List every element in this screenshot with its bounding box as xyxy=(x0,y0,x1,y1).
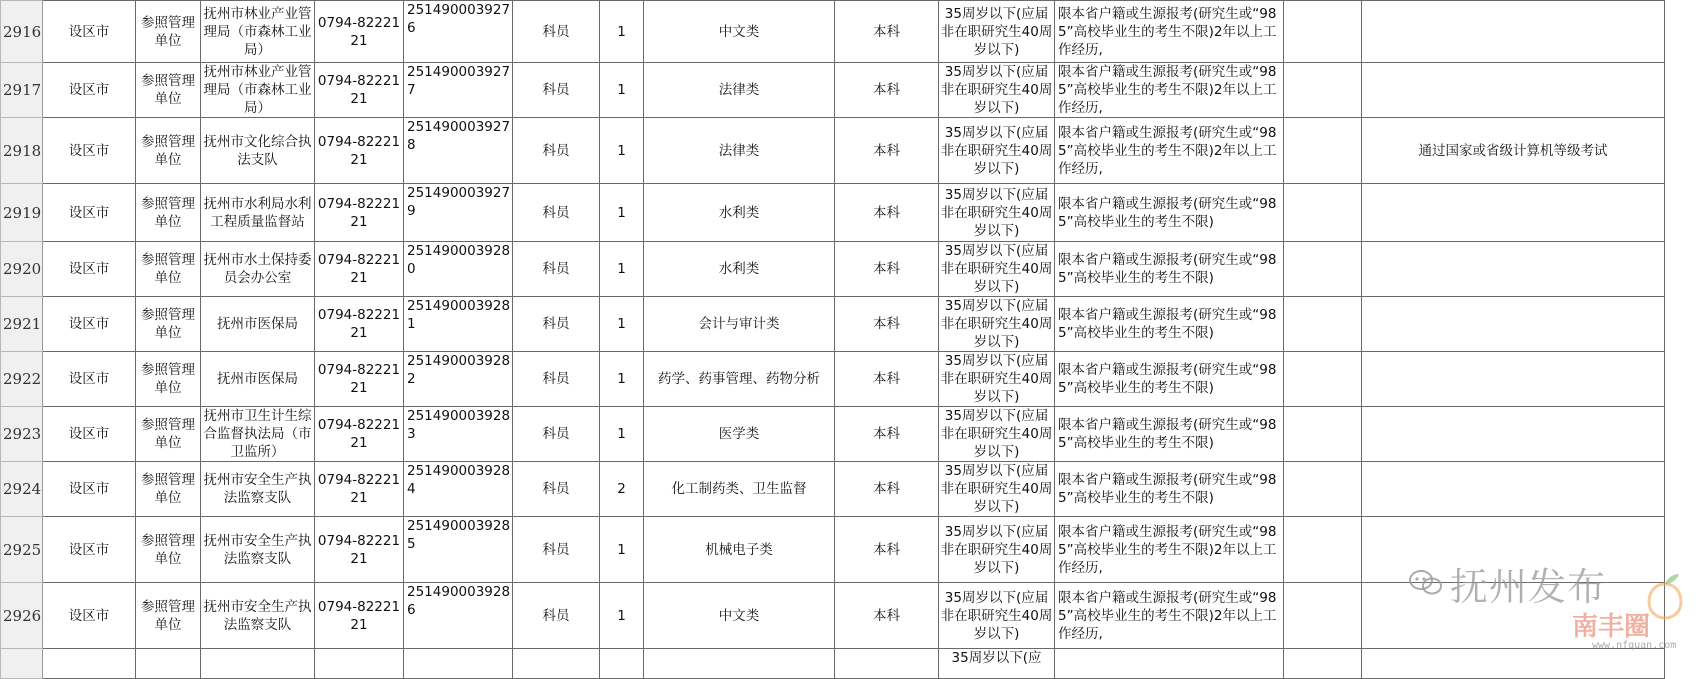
cell-age[interactable]: 35周岁以下(应届非在职研究生40周岁以下) xyxy=(939,352,1055,407)
cell-phone[interactable]: 0794-8222121 xyxy=(315,63,404,118)
cell-row-no[interactable]: 2917 xyxy=(1,63,43,118)
cell-level[interactable]: 设区市 xyxy=(43,242,136,297)
cell-remark[interactable] xyxy=(1362,407,1665,462)
cell-position[interactable] xyxy=(513,649,600,679)
cell-position-code[interactable]: 2514900039282 xyxy=(404,352,513,407)
watermark-url: www.nfquan.com xyxy=(1592,640,1677,651)
cell-education[interactable]: 本科 xyxy=(835,583,939,649)
cell-other[interactable]: 限本省户籍或生源报考(研究生或“985”高校毕业生的考生不限)2年以上工作经历, xyxy=(1055,1,1284,63)
cell-position[interactable]: 科员 xyxy=(513,242,600,297)
cell-remark[interactable] xyxy=(1362,63,1665,118)
cell-education[interactable]: 本科 xyxy=(835,242,939,297)
cell-other[interactable]: 限本省户籍或生源报考(研究生或“985”高校毕业生的考生不限) xyxy=(1055,297,1284,352)
cell-row-no[interactable]: 2916 xyxy=(1,1,43,63)
cell-level[interactable]: 设区市 xyxy=(43,297,136,352)
cell-department[interactable]: 抚州市安全生产执法监察支队 xyxy=(201,462,315,517)
cell-phone[interactable]: 0794-8222121 xyxy=(315,352,404,407)
cell-phone[interactable]: 0794-8222121 xyxy=(315,184,404,242)
cell-education[interactable]: 本科 xyxy=(835,184,939,242)
cell-row-no[interactable]: 2926 xyxy=(1,583,43,649)
cell-position[interactable]: 科员 xyxy=(513,407,600,462)
cell-position-code[interactable]: 2514900039286 xyxy=(404,583,513,649)
cell-level[interactable]: 设区市 xyxy=(43,63,136,118)
cell-blank[interactable] xyxy=(1284,352,1362,407)
cell-other[interactable]: 限本省户籍或生源报考(研究生或“985”高校毕业生的考生不限) xyxy=(1055,352,1284,407)
cell-position-code[interactable]: 2514900039285 xyxy=(404,517,513,583)
cell-department[interactable]: 抚州市医保局 xyxy=(201,297,315,352)
cell-unit-type[interactable]: 参照管理单位 xyxy=(136,517,201,583)
table-row xyxy=(1,297,1665,352)
table-row xyxy=(1,649,1665,679)
cell-level[interactable]: 设区市 xyxy=(43,118,136,184)
cell-headcount[interactable]: 1 xyxy=(600,63,644,118)
cell-phone[interactable]: 0794-8222121 xyxy=(315,1,404,63)
cell-major[interactable]: 药学、药事管理、药物分析 xyxy=(644,352,835,407)
cell-position-code[interactable]: 2514900039281 xyxy=(404,297,513,352)
cell-headcount[interactable]: 1 xyxy=(600,242,644,297)
cell-position[interactable]: 科员 xyxy=(513,63,600,118)
cell-major[interactable]: 机械电子类 xyxy=(644,517,835,583)
cell-remark[interactable] xyxy=(1362,583,1665,649)
cell-row-no[interactable]: 2925 xyxy=(1,517,43,583)
cell-remark[interactable] xyxy=(1362,184,1665,242)
cell-position[interactable]: 科员 xyxy=(513,517,600,583)
cell-unit-type[interactable]: 参照管理单位 xyxy=(136,1,201,63)
cell-other[interactable]: 限本省户籍或生源报考(研究生或“985”高校毕业生的考生不限) xyxy=(1055,407,1284,462)
cell-major[interactable]: 医学类 xyxy=(644,407,835,462)
cell-phone[interactable]: 0794-8222121 xyxy=(315,462,404,517)
cell-remark[interactable] xyxy=(1362,517,1665,583)
cell-other[interactable]: 限本省户籍或生源报考(研究生或“985”高校毕业生的考生不限)2年以上工作经历, xyxy=(1055,118,1284,184)
cell-education[interactable]: 本科 xyxy=(835,462,939,517)
cell-other[interactable]: 限本省户籍或生源报考(研究生或“985”高校毕业生的考生不限)2年以上工作经历, xyxy=(1055,517,1284,583)
table-row xyxy=(1,118,1665,184)
cell-headcount[interactable]: 1 xyxy=(600,583,644,649)
cell-department[interactable] xyxy=(201,649,315,679)
cell-blank[interactable] xyxy=(1284,583,1362,649)
cell-age[interactable]: 35周岁以下(应届非在职研究生40周岁以下) xyxy=(939,118,1055,184)
cell-row-no[interactable]: 2923 xyxy=(1,407,43,462)
cell-age[interactable]: 35周岁以下(应届非在职研究生40周岁以下) xyxy=(939,242,1055,297)
cell-position[interactable]: 科员 xyxy=(513,352,600,407)
cell-department[interactable]: 抚州市安全生产执法监察支队 xyxy=(201,583,315,649)
cell-unit-type[interactable]: 参照管理单位 xyxy=(136,184,201,242)
cell-education[interactable]: 本科 xyxy=(835,352,939,407)
watermark-sub: 南丰圈 xyxy=(1572,612,1651,642)
cell-blank[interactable] xyxy=(1284,462,1362,517)
cell-row-no[interactable]: 2921 xyxy=(1,297,43,352)
cell-age[interactable]: 35周岁以下(应届非在职研究生40周岁以下) xyxy=(939,517,1055,583)
cell-remark[interactable] xyxy=(1362,462,1665,517)
cell-headcount[interactable]: 1 xyxy=(600,184,644,242)
cell-unit-type[interactable]: 参照管理单位 xyxy=(136,118,201,184)
cell-major[interactable]: 法律类 xyxy=(644,118,835,184)
cell-major[interactable]: 水利类 xyxy=(644,184,835,242)
cell-education[interactable]: 本科 xyxy=(835,407,939,462)
table-row xyxy=(1,352,1665,407)
cell-position[interactable]: 科员 xyxy=(513,1,600,63)
cell-position[interactable]: 科员 xyxy=(513,462,600,517)
cell-education[interactable]: 本科 xyxy=(835,118,939,184)
watermark-main: 抚州发布 xyxy=(1450,565,1607,609)
table-row xyxy=(1,184,1665,242)
cell-level[interactable]: 设区市 xyxy=(43,583,136,649)
cell-blank[interactable] xyxy=(1284,517,1362,583)
cell-headcount[interactable]: 1 xyxy=(600,1,644,63)
cell-age[interactable]: 35周岁以下(应届非在职研究生40周岁以下) xyxy=(939,184,1055,242)
cell-major[interactable]: 化工制药类、卫生监督 xyxy=(644,462,835,517)
table-row xyxy=(1,1,1665,63)
cell-headcount[interactable]: 1 xyxy=(600,118,644,184)
cell-age[interactable]: 35周岁以下(应届非在职研究生40周岁以下) xyxy=(939,462,1055,517)
cell-level[interactable]: 设区市 xyxy=(43,462,136,517)
cell-other[interactable]: 限本省户籍或生源报考(研究生或“985”高校毕业生的考生不限) xyxy=(1055,462,1284,517)
cell-level[interactable]: 设区市 xyxy=(43,517,136,583)
cell-age[interactable]: 35周岁以下(应届非在职研究生40周岁以下) xyxy=(939,407,1055,462)
table-row xyxy=(1,63,1665,118)
cell-row-no[interactable]: 2924 xyxy=(1,462,43,517)
cell-level[interactable] xyxy=(43,649,136,679)
cell-education[interactable]: 本科 xyxy=(835,297,939,352)
cell-position-code[interactable]: 2514900039283 xyxy=(404,407,513,462)
cell-department[interactable]: 抚州市水利局水利工程质量监督站 xyxy=(201,184,315,242)
cell-blank[interactable] xyxy=(1284,407,1362,462)
cell-blank[interactable] xyxy=(1284,649,1362,679)
cell-department[interactable]: 抚州市林业产业管理局（市森林工业局） xyxy=(201,63,315,118)
cell-other[interactable]: 限本省户籍或生源报考(研究生或“985”高校毕业生的考生不限)2年以上工作经历, xyxy=(1055,583,1284,649)
cell-phone[interactable]: 0794-8222121 xyxy=(315,297,404,352)
cell-blank[interactable] xyxy=(1284,63,1362,118)
cell-headcount[interactable]: 1 xyxy=(600,517,644,583)
cell-education[interactable]: 本科 xyxy=(835,517,939,583)
cell-department[interactable]: 抚州市林业产业管理局（市森林工业局） xyxy=(201,1,315,63)
table-row xyxy=(1,583,1665,649)
cell-unit-type[interactable]: 参照管理单位 xyxy=(136,583,201,649)
cell-education[interactable] xyxy=(835,649,939,679)
cell-position-code[interactable]: 2514900039276 xyxy=(404,1,513,63)
table-row xyxy=(1,462,1665,517)
cell-unit-type[interactable]: 参照管理单位 xyxy=(136,352,201,407)
cell-position-code[interactable]: 2514900039284 xyxy=(404,462,513,517)
cell-unit-type[interactable]: 参照管理单位 xyxy=(136,297,201,352)
cell-major[interactable]: 法律类 xyxy=(644,63,835,118)
cell-level[interactable]: 设区市 xyxy=(43,1,136,63)
cell-major[interactable]: 水利类 xyxy=(644,242,835,297)
cell-blank[interactable] xyxy=(1284,184,1362,242)
cell-age[interactable]: 35周岁以下(应届非在职研究生40周岁以下) xyxy=(939,297,1055,352)
cell-remark[interactable] xyxy=(1362,297,1665,352)
cell-remark[interactable] xyxy=(1362,352,1665,407)
cell-other[interactable]: 限本省户籍或生源报考(研究生或“985”高校毕业生的考生不限) xyxy=(1055,184,1284,242)
cell-phone[interactable]: 0794-8222121 xyxy=(315,118,404,184)
cell-remark[interactable]: 通过国家或省级计算机等级考试 xyxy=(1362,118,1665,184)
cell-unit-type[interactable] xyxy=(136,649,201,679)
cell-level[interactable]: 设区市 xyxy=(43,407,136,462)
cell-headcount[interactable]: 1 xyxy=(600,352,644,407)
cell-row-no[interactable]: 2922 xyxy=(1,352,43,407)
cell-position[interactable]: 科员 xyxy=(513,118,600,184)
cell-row-no[interactable]: 2919 xyxy=(1,184,43,242)
cell-headcount[interactable] xyxy=(600,649,644,679)
cell-row-no[interactable] xyxy=(1,649,43,679)
cell-department[interactable]: 抚州市医保局 xyxy=(201,352,315,407)
cell-age[interactable]: 35周岁以下(应 xyxy=(939,649,1055,679)
cell-blank[interactable] xyxy=(1284,1,1362,63)
table-row xyxy=(1,242,1665,297)
cell-education[interactable]: 本科 xyxy=(835,63,939,118)
cell-unit-type[interactable]: 参照管理单位 xyxy=(136,242,201,297)
cell-unit-type[interactable]: 参照管理单位 xyxy=(136,407,201,462)
cell-major[interactable]: 中文类 xyxy=(644,1,835,63)
cell-department[interactable]: 抚州市水土保持委员会办公室 xyxy=(201,242,315,297)
cell-age[interactable]: 35周岁以下(应届非在职研究生40周岁以下) xyxy=(939,1,1055,63)
cell-position[interactable]: 科员 xyxy=(513,583,600,649)
cell-remark[interactable] xyxy=(1362,242,1665,297)
cell-phone[interactable]: 0794-8222121 xyxy=(315,583,404,649)
cell-level[interactable]: 设区市 xyxy=(43,352,136,407)
cell-phone[interactable]: 0794-8222121 xyxy=(315,517,404,583)
cell-blank[interactable] xyxy=(1284,297,1362,352)
cell-age[interactable]: 35周岁以下(应届非在职研究生40周岁以下) xyxy=(939,583,1055,649)
cell-other[interactable] xyxy=(1055,649,1284,679)
cell-unit-type[interactable]: 参照管理单位 xyxy=(136,63,201,118)
cell-major[interactable] xyxy=(644,649,835,679)
cell-headcount[interactable]: 1 xyxy=(600,407,644,462)
cell-position-code[interactable] xyxy=(404,649,513,679)
cell-major[interactable]: 中文类 xyxy=(644,583,835,649)
cell-department[interactable]: 抚州市安全生产执法监察支队 xyxy=(201,517,315,583)
cell-blank[interactable] xyxy=(1284,242,1362,297)
cell-department[interactable]: 抚州市文化综合执法支队 xyxy=(201,118,315,184)
table-row xyxy=(1,517,1665,583)
cell-other[interactable]: 限本省户籍或生源报考(研究生或“985”高校毕业生的考生不限) xyxy=(1055,242,1284,297)
cell-position[interactable]: 科员 xyxy=(513,184,600,242)
cell-position-code[interactable]: 2514900039279 xyxy=(404,184,513,242)
cell-remark[interactable] xyxy=(1362,1,1665,63)
cell-department[interactable]: 抚州市卫生计生综合监督执法局（市卫监所） xyxy=(201,407,315,462)
cell-age[interactable]: 35周岁以下(应届非在职研究生40周岁以下) xyxy=(939,63,1055,118)
cell-row-no[interactable]: 2920 xyxy=(1,242,43,297)
cell-position-code[interactable]: 2514900039278 xyxy=(404,118,513,184)
cell-major[interactable]: 会计与审计类 xyxy=(644,297,835,352)
cell-blank[interactable] xyxy=(1284,118,1362,184)
cell-position-code[interactable]: 2514900039280 xyxy=(404,242,513,297)
cell-education[interactable]: 本科 xyxy=(835,1,939,63)
cell-unit-type[interactable]: 参照管理单位 xyxy=(136,462,201,517)
cell-phone[interactable]: 0794-8222121 xyxy=(315,242,404,297)
cell-headcount[interactable]: 1 xyxy=(600,297,644,352)
cell-phone[interactable] xyxy=(315,649,404,679)
cell-position-code[interactable]: 2514900039277 xyxy=(404,63,513,118)
cell-level[interactable]: 设区市 xyxy=(43,184,136,242)
table-row xyxy=(1,407,1665,462)
cell-other[interactable]: 限本省户籍或生源报考(研究生或“985”高校毕业生的考生不限)2年以上工作经历, xyxy=(1055,63,1284,118)
cell-headcount[interactable]: 2 xyxy=(600,462,644,517)
cell-row-no[interactable]: 2918 xyxy=(1,118,43,184)
cell-phone[interactable]: 0794-8222121 xyxy=(315,407,404,462)
cell-remark[interactable] xyxy=(1362,649,1665,679)
cell-position[interactable]: 科员 xyxy=(513,297,600,352)
